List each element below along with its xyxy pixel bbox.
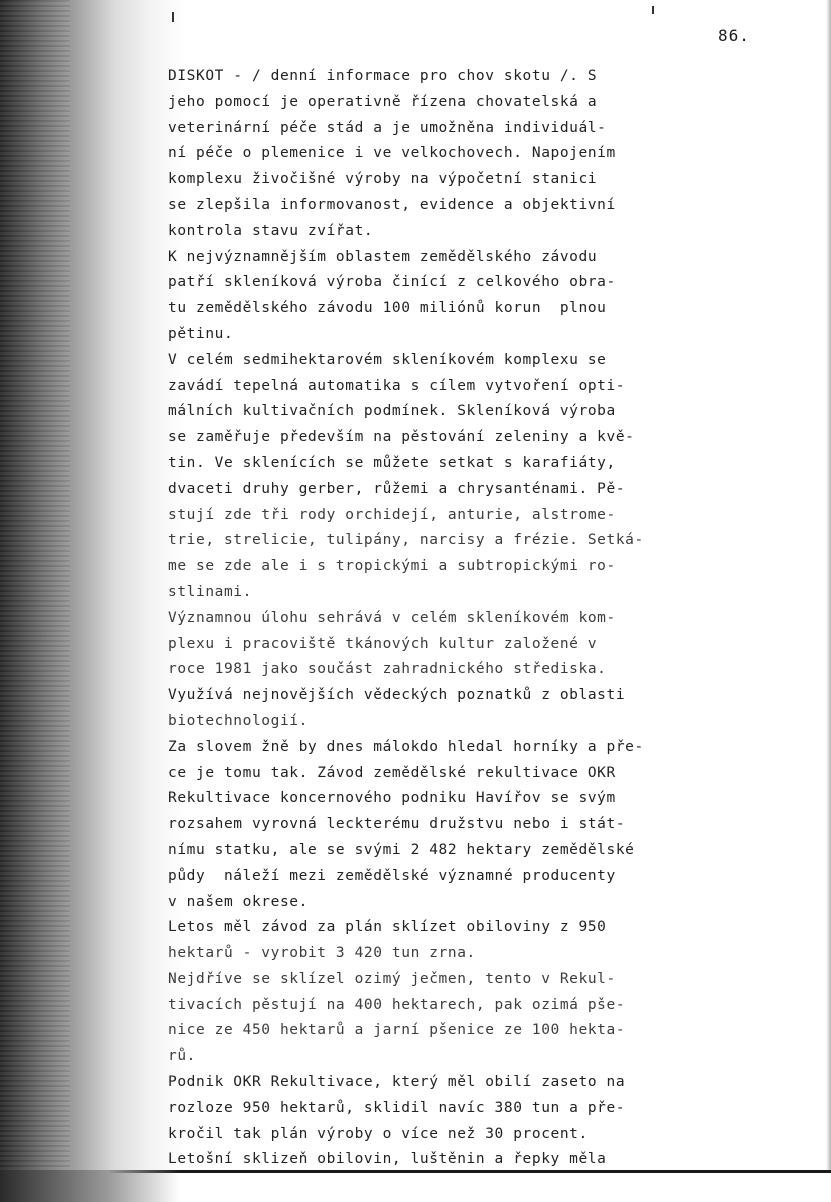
text-line: stlinami.	[168, 583, 252, 600]
text-line: zavádí tepelná automatika s cílem vytvoření opti-	[168, 377, 626, 394]
text-line: jeho pomocí je operativně řízena chovatelská a	[168, 93, 598, 110]
text-line: nice ze 450 hektarů a jarní pšenice ze 100 hekta-	[168, 1022, 626, 1039]
text-line: tin. Ve sklenících se můžete setkat s karafiáty,	[168, 454, 616, 471]
text-line: ce je tomu tak. Závod zemědělské rekultivace OKR	[168, 764, 616, 781]
text-line: DISKOT - / denní informace pro chov skotu /. S	[168, 68, 598, 84]
text-line: rozloze 950 hektarů, sklidil navíc 380 tun a pře-	[168, 1099, 626, 1116]
text-line: rů.	[168, 1048, 196, 1065]
scan-mark-top-right	[652, 6, 654, 14]
text-line: kročil tak plán výroby o více než 30 procent.	[168, 1125, 588, 1142]
text-line: Letošní sklizeň obilovin, luštěnin a řepky měla	[168, 1151, 607, 1168]
text-line: hektarů - vyrobit 3 420 tun zrna.	[168, 945, 476, 962]
text-line: tu zemědělského závodu 100 miliónů korun plnou	[168, 300, 607, 317]
binding-shadow	[0, 0, 70, 1199]
text-line: v našem okrese.	[168, 893, 308, 910]
text-line: veterinární péče stád a je umožněna individuál-	[168, 119, 607, 136]
text-line: patří skleníková výroba činící z celkového obra-	[168, 274, 616, 291]
text-line: Letos měl závod za plán sklízet obiloviny z 950	[168, 919, 607, 936]
text-line: me se zde ale i s tropickými a subtropickými ro-	[168, 558, 616, 575]
text-line: tivacích pěstují na 400 hektarech, pak ozimá pše-	[168, 996, 626, 1013]
page-bottom-edge	[0, 1170, 831, 1202]
text-line: Rekultivace koncernového podniku Havířov se svým	[168, 790, 616, 807]
text-line: půdy náleží mezi zemědělské významné producenty	[168, 867, 616, 884]
scan-mark-top-left	[172, 12, 174, 22]
text-line: kontrola stavu zvířat.	[168, 222, 374, 239]
text-line: biotechnologií.	[168, 712, 308, 729]
text-line: Podnik OKR Rekultivace, který měl obilí zaseto na	[168, 1074, 626, 1091]
text-line: Nejdříve se sklízel ozimý ječmen, tento v Rekul-	[168, 970, 616, 987]
text-line: dvaceti druhy gerber, růžemi a chrysanténami. Pě-	[168, 480, 626, 497]
text-line: K nejvýznamnějším oblastem zemědělského závodu	[168, 248, 598, 265]
text-line: V celém sedmihektarovém skleníkovém komplexu se	[168, 351, 607, 368]
text-line: komplexu živočišné výroby na výpočetní stanici	[168, 171, 598, 188]
text-line: plexu i pracoviště tkánových kultur založené v	[168, 635, 598, 652]
text-line: se zaměřuje především na pěstování zeleniny a kvě-	[168, 429, 635, 446]
document-body	[168, 64, 708, 1173]
text-line: se zlepšila informovanost, evidence a objektivní	[168, 196, 616, 213]
text-line: Významnou úlohu sehrává v celém skleníkovém kom-	[168, 609, 616, 626]
text-line: trie, strelicie, tulipány, narcisy a frézie. Setká-	[168, 532, 644, 549]
text-line: Za slovem žně by dnes málokdo hledal horníky a pře-	[168, 738, 644, 755]
text-line: Využívá nejnovějších vědeckých poznatků z oblasti	[168, 687, 626, 704]
text-line: stují zde tři rody orchidejí, anturie, alstrome-	[168, 506, 616, 523]
page-number: 86.	[718, 26, 750, 45]
text-line: pětinu.	[168, 325, 234, 342]
text-line: nímu statku, ale se svými 2 482 hektary zemědělské	[168, 841, 635, 858]
text-line: rozsahem vyrovná leckterému družstvu nebo i stát-	[168, 816, 626, 833]
text-line: ní péče o plemenice i ve velkochovech. Napojením	[168, 145, 616, 162]
text-line: roce 1981 jako součást zahradnického střediska.	[168, 661, 607, 678]
page-right-edge	[826, 0, 831, 1199]
text-line: málních kultivačních podmínek. Skleníková výroba	[168, 403, 616, 420]
